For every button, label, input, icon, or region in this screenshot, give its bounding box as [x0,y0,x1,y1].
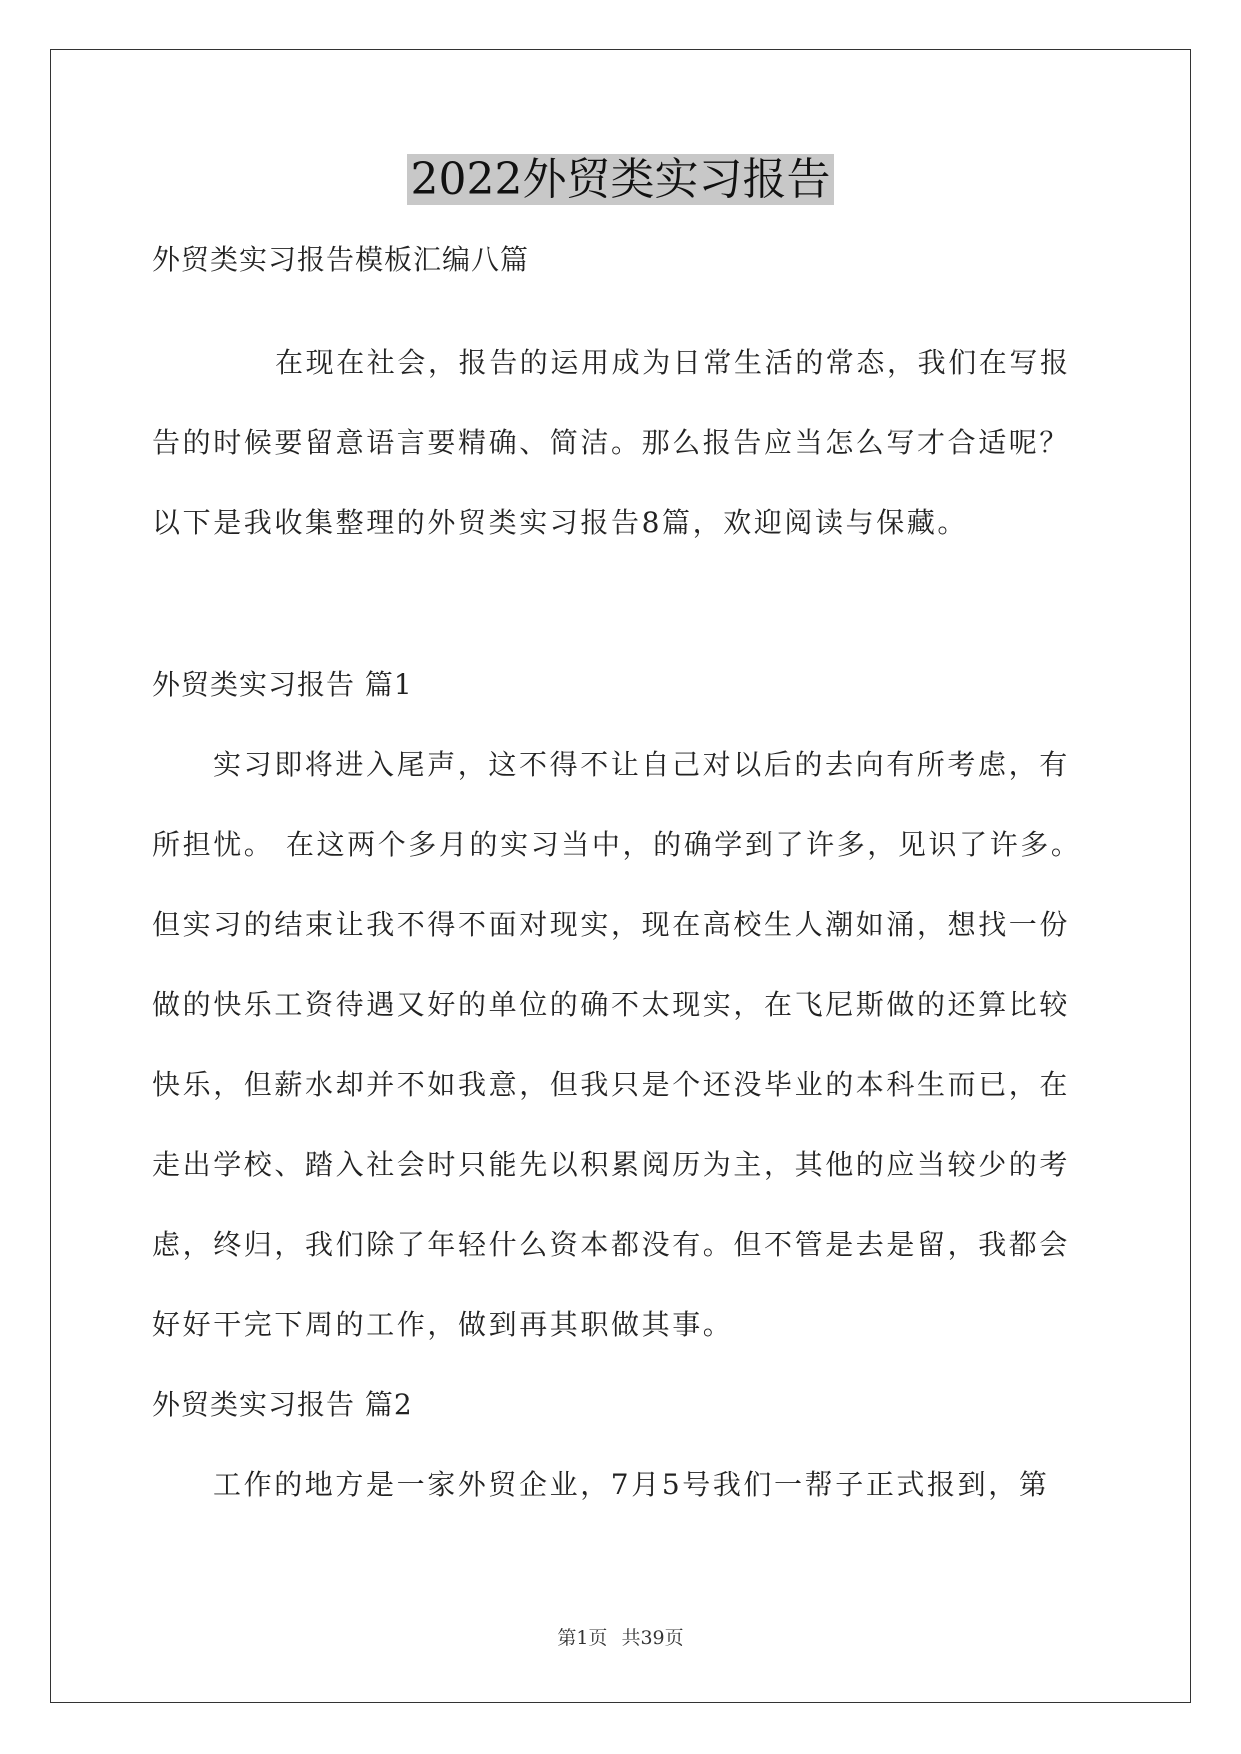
paragraph-line: 所担忧。 在这两个多月的实习当中，的确学到了许多，见识了许多。 [152,828,1082,861]
section-heading: 外贸类实习报告 篇2 [152,1388,413,1421]
intro-line: 告的时候要留意语言要精确、简洁。那么报告应当怎么写才合适呢？ [152,426,1071,459]
document-subtitle: 外贸类实习报告模板汇编八篇 [152,243,530,276]
paragraph-line: 工作的地方是一家外贸企业，7月5号我们一帮子正式报到，第 [213,1468,1050,1501]
intro-line: 在现在社会，报告的运用成为日常生活的常态，我们在写报 [275,346,1071,379]
intro-line: 以下是我收集整理的外贸类实习报告8篇，欢迎阅读与保藏。 [152,506,969,539]
paragraph-line: 虑，终归，我们除了年轻什么资本都没有。但不管是去是留，我都会 [152,1228,1071,1261]
paragraph-line: 做的快乐工资待遇又好的单位的确不太现实，在飞尼斯做的还算比较 [152,988,1071,1021]
page-number: 第1页 [557,1627,608,1649]
paragraph-line: 走出学校、踏入社会时只能先以积累阅历为主，其他的应当较少的考 [152,1148,1071,1181]
paragraph-line: 实习即将进入尾声，这不得不让自己对以后的去向有所考虑，有 [213,748,1070,781]
document-title-text: 2022外贸类实习报告 [407,154,835,205]
page-border [50,49,1191,1703]
paragraph-line: 好好干完下周的工作，做到再其职做其事。 [152,1308,734,1341]
document-title [0,150,1241,210]
page-total: 共39页 [621,1627,684,1649]
section-heading: 外贸类实习报告 篇1 [152,668,413,701]
paragraph-line: 但实习的结束让我不得不面对现实，现在高校生人潮如涌，想找一份 [152,908,1071,941]
page-footer [0,1626,1241,1650]
paragraph-line: 快乐，但薪水却并不如我意，但我只是个还没毕业的本科生而已，在 [152,1068,1071,1101]
